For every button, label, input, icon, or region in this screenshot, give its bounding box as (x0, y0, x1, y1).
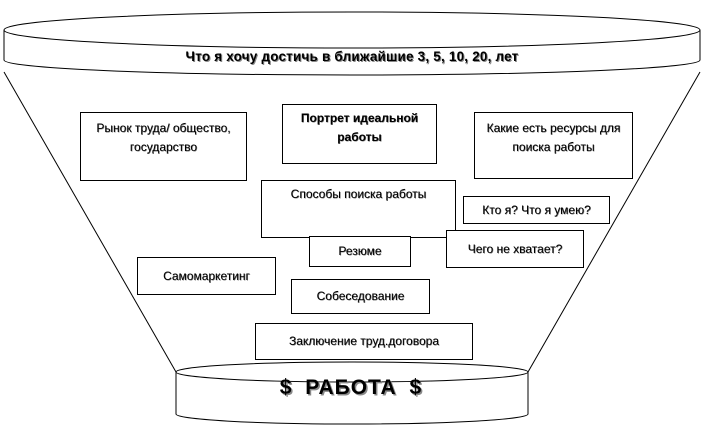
interview-box: Собеседование (291, 279, 430, 314)
missing-box: Чего не хватает? (446, 230, 584, 268)
top-cylinder-rim (4, 12, 700, 48)
resources-box: Какие есть ресурсы для поиска работы (474, 112, 633, 179)
who-am-i-box: Кто я? Что я умею? (463, 196, 610, 224)
search-methods-box: Способы поиска работы (261, 180, 456, 238)
result-label: $ РАБОТА $ (279, 376, 423, 399)
ideal-job-box: Портрет идеальной работы (282, 104, 437, 164)
contract-box: Заключение труд.договора (255, 323, 473, 360)
labor-market-box: Рынок труда/ общество, государство (80, 112, 247, 181)
self-marketing-box: Самомаркетинг (137, 257, 276, 295)
resume-box: Резюме (309, 236, 411, 267)
goal-title: Что я хочу достичь в ближайшие 3, 5, 10, 20, лет (185, 49, 519, 64)
